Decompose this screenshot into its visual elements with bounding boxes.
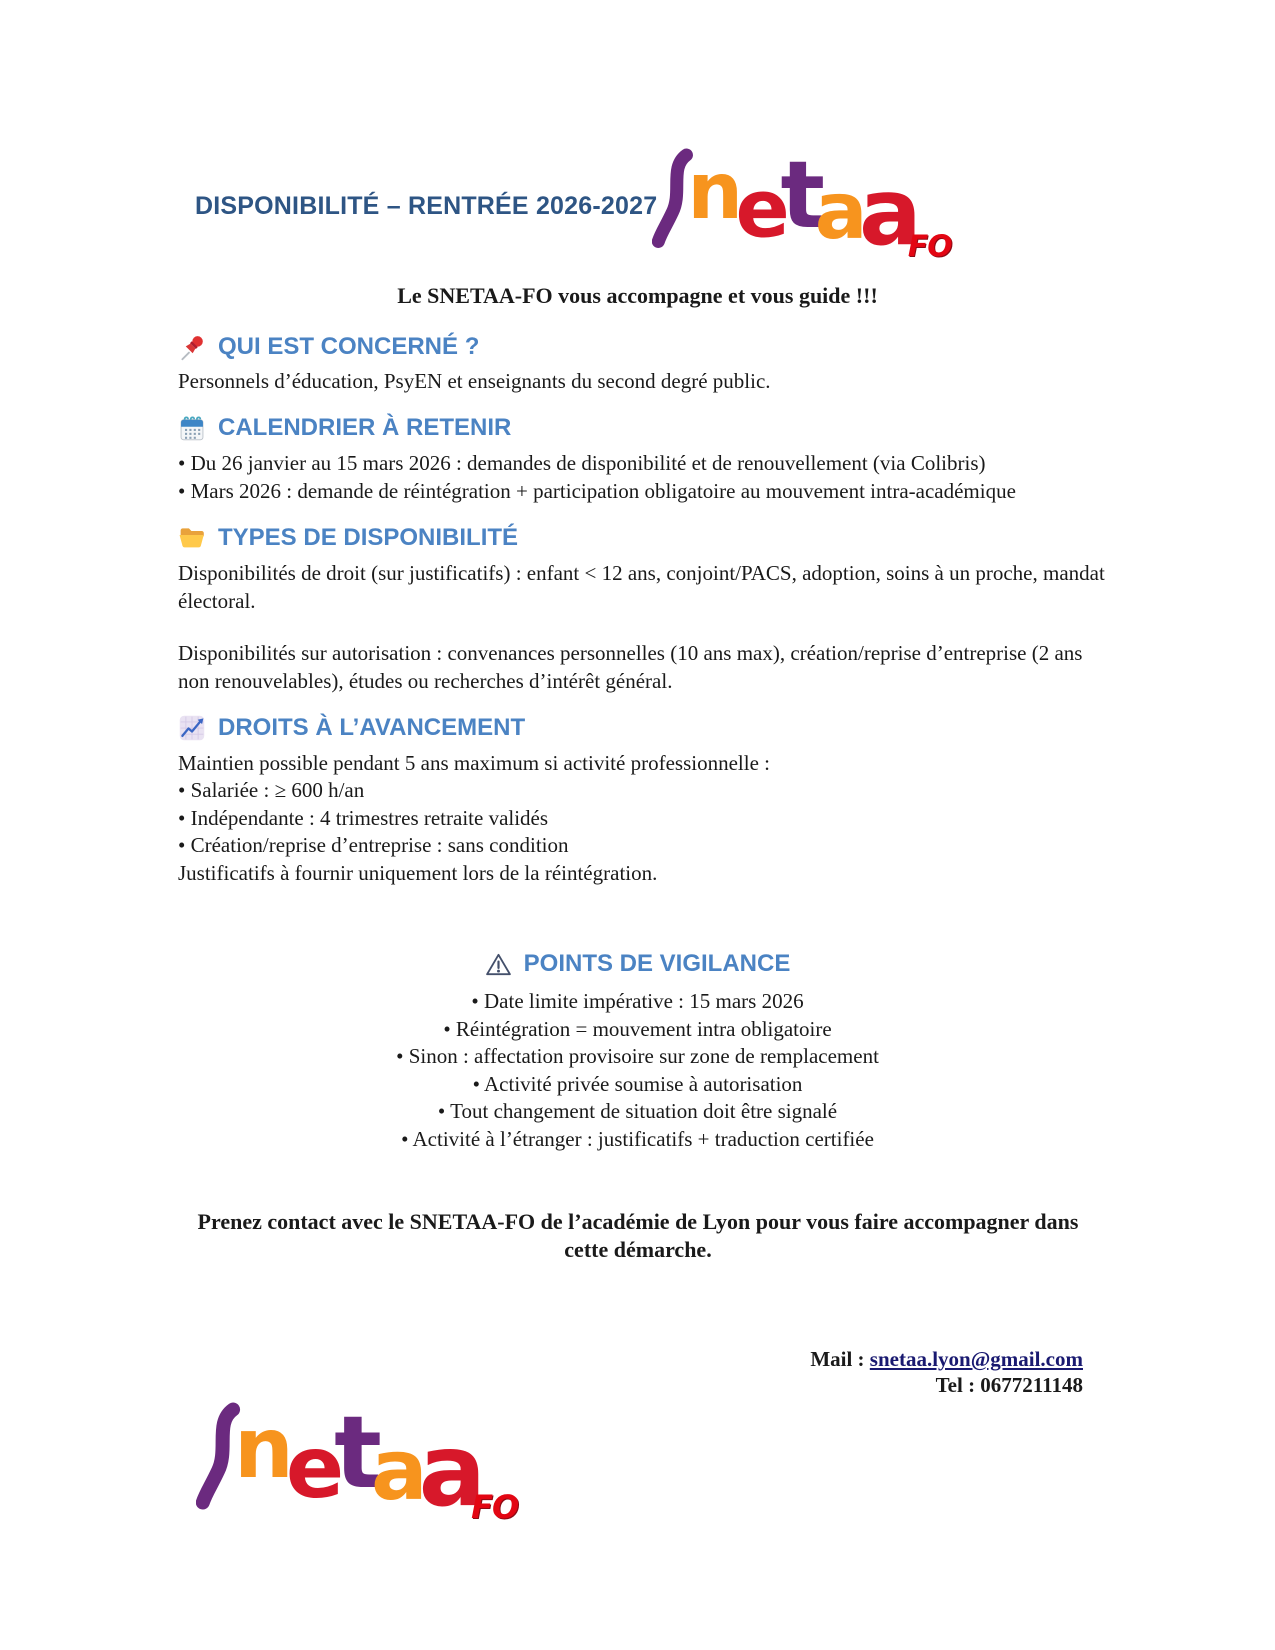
- contact-block: [600, 1346, 1083, 1398]
- types-paragraph-2: Disponibilités sur autorisation : convenances personnelles (10 ans max), création/reprise d’entreprise (2 ans non renouvelables), études ou recherches d’intérêt général.: [178, 641, 1083, 693]
- calendrier-bullets: [178, 450, 1108, 505]
- logo-letter-a2: a: [859, 157, 920, 267]
- logo-letter-t: t: [334, 1394, 379, 1511]
- section-title: CALENDRIER À RETENIR: [218, 414, 512, 441]
- tagline: Le SNETAA-FO vous accompagne et vous guide !!!: [397, 283, 878, 308]
- section-header-types: [178, 524, 518, 552]
- section-header-calendrier: [178, 414, 511, 442]
- section-header-droits: [178, 714, 525, 742]
- snetaa-logo-top: [652, 140, 952, 267]
- folder-icon: [178, 524, 206, 552]
- logo-letter-n: n: [234, 1399, 291, 1498]
- pushpin-icon: [178, 333, 206, 361]
- section-title: DROITS À L’AVANCEMENT: [218, 714, 526, 741]
- logo-letter-e: e: [285, 1417, 342, 1518]
- logo-fo-label: FO: [907, 228, 952, 264]
- bullet-item: • Réintégration = mouvement intra obligatoire: [0, 1016, 1275, 1044]
- bullet-item: • Tout changement de situation doit être signalé: [0, 1098, 1275, 1126]
- section-title: POINTS DE VIGILANCE: [523, 950, 791, 977]
- logo-letter-a1: a: [370, 1421, 425, 1520]
- logo-letter-a1: a: [814, 166, 865, 258]
- section-header-concerne: [178, 333, 479, 361]
- logo-letter-t: t: [780, 140, 823, 250]
- mail-line: [600, 1346, 1083, 1372]
- logo-fo-label: FO: [471, 1488, 519, 1527]
- email-link[interactable]: snetaa.lyon@gmail.com: [869, 1347, 1083, 1371]
- contact-paragraph: Prenez contact avec le SNETAA-FO de l’académie de Lyon pour vous faire accompagner dans cette démarche.: [197, 1209, 1079, 1262]
- tel-line: Tel : 0677211148: [935, 1373, 1083, 1397]
- logo-letter-e: e: [735, 162, 787, 256]
- logo-letter-a2: a: [418, 1412, 484, 1529]
- section-body: Personnels d’éducation, PsyEN et enseignants du second degré public.: [178, 369, 771, 393]
- types-paragraph-1: Disponibilités de droit (sur justificatifs) : enfant < 12 ans, conjoint/PACS, adoption, soins à un proche, mandat électoral.: [178, 561, 1105, 613]
- droits-intro: Maintien possible pendant 5 ans maximum si activité professionnelle :: [178, 751, 770, 775]
- bullet-item: • Activité privée soumise à autorisation: [0, 1071, 1275, 1099]
- droits-bullets: [178, 777, 1108, 860]
- page-title: DISPONIBILITÉ – RENTRÉE 2026-2027: [195, 192, 658, 220]
- vigilance-bullets: [0, 988, 1275, 1153]
- section-title: QUI EST CONCERNÉ ?: [218, 333, 480, 360]
- mail-label: Mail :: [810, 1347, 870, 1371]
- snetaa-logo-bottom: [196, 1394, 519, 1529]
- bullet-item: • Création/reprise d’entreprise : sans condition: [178, 832, 1108, 860]
- bullet-item: • Du 26 janvier au 15 mars 2026 : demandes de disponibilité et de renouvellement (via Colibris): [178, 450, 1108, 478]
- bullet-item: • Mars 2026 : demande de réintégration + participation obligatoire au mouvement intra-académique: [178, 478, 1108, 506]
- droits-outro: Justificatifs à fournir uniquement lors de la réintégration.: [178, 861, 658, 885]
- chart-increasing-icon: [178, 714, 206, 742]
- bullet-item: • Indépendante : 4 trimestres retraite validés: [178, 805, 1108, 833]
- section-title: TYPES DE DISPONIBILITÉ: [218, 524, 519, 551]
- bullet-item: • Sinon : affectation provisoire sur zone de remplacement: [0, 1043, 1275, 1071]
- section-header-vigilance: [0, 950, 1275, 978]
- logo-letter-n: n: [687, 145, 741, 237]
- bullet-item: • Salariée : ≥ 600 h/an: [178, 777, 1108, 805]
- calendar-icon: [178, 414, 206, 442]
- bullet-item: • Activité à l’étranger : justificatifs + traduction certifiée: [0, 1126, 1275, 1154]
- bullet-item: • Date limite impérative : 15 mars 2026: [0, 988, 1275, 1016]
- warning-icon: [485, 951, 512, 978]
